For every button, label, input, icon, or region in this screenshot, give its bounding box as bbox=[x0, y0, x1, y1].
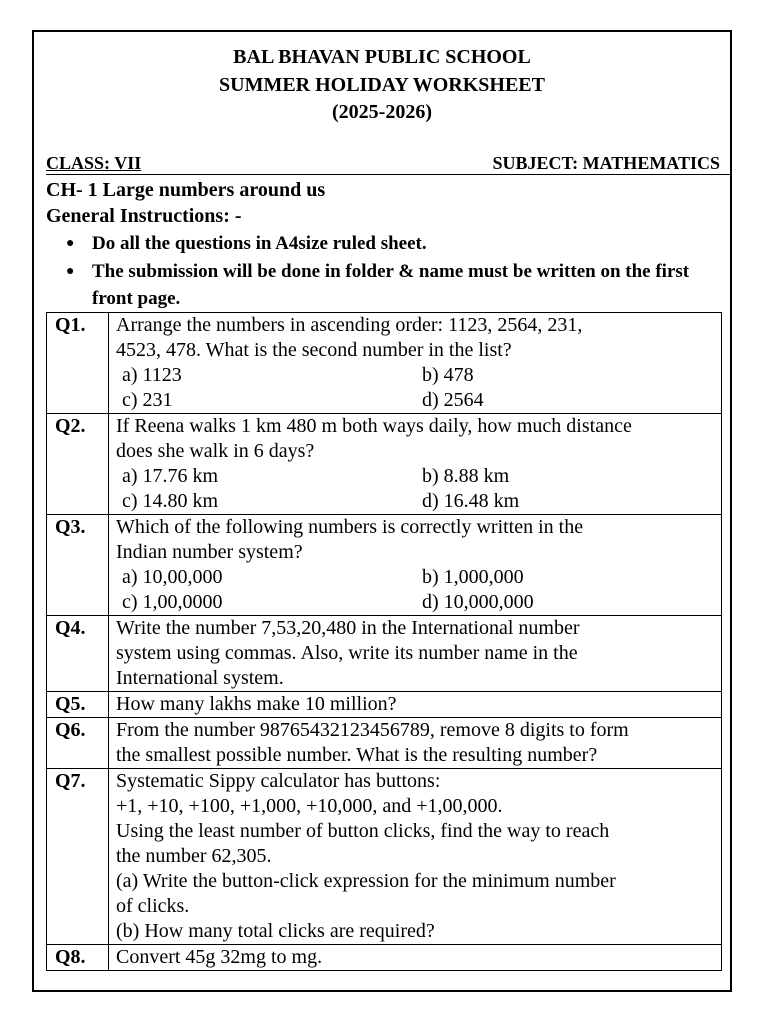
question-row bbox=[47, 718, 722, 769]
bullet-icon: ● bbox=[66, 236, 75, 251]
question-number: Q2. bbox=[47, 414, 109, 515]
option: d) 2564 bbox=[422, 389, 484, 411]
instruction-item: ● The submission will be done in folder & name must be written on the first front page. bbox=[62, 258, 722, 312]
question-row bbox=[47, 769, 722, 945]
option: b) 1,000,000 bbox=[422, 566, 524, 588]
question-text: Which of the following numbers is correctly written in the Indian number system? a) 10,00,000 b) 1,000,000 c) 1,00,0000 d) 10,000,000 bbox=[109, 515, 722, 616]
option: b) 8.88 km bbox=[422, 465, 510, 487]
option: a) 1123 bbox=[122, 364, 182, 386]
question-number: Q3. bbox=[47, 515, 109, 616]
instructions-heading: General Instructions: - bbox=[46, 205, 242, 227]
session-year: (2025-2026) bbox=[332, 101, 432, 123]
class-label: CLASS: VII bbox=[46, 153, 142, 173]
question-number: Q7. bbox=[47, 769, 109, 945]
option: a) 17.76 km bbox=[122, 465, 219, 487]
question-options bbox=[116, 363, 715, 413]
option: d) 16.48 km bbox=[422, 490, 520, 512]
question-row bbox=[47, 414, 722, 515]
question-row bbox=[47, 616, 722, 692]
question-text: Write the number 7,53,20,480 in the International number system using commas. Also, write its number name in the International system. bbox=[109, 616, 722, 692]
option: c) 1,00,0000 bbox=[122, 591, 223, 613]
question-options bbox=[116, 464, 715, 514]
option: c) 231 bbox=[122, 389, 173, 411]
option: a) 10,00,000 bbox=[122, 566, 223, 588]
instruction-item: ● Do all the questions in A4size ruled sheet. bbox=[62, 230, 722, 257]
option: c) 14.80 km bbox=[122, 490, 219, 512]
chapter-title: CH- 1 Large numbers around us bbox=[46, 179, 326, 201]
question-number: Q1. bbox=[47, 313, 109, 414]
question-number: Q8. bbox=[47, 945, 109, 971]
questions-table bbox=[46, 312, 722, 971]
bullet-icon: ● bbox=[66, 264, 75, 279]
question-options bbox=[116, 565, 715, 615]
question-text: Arrange the numbers in ascending order: 1123, 2564, 231, 4523, 478. What is the second number in the list? a) 1123 b) 478 c) 231 d) 2564 bbox=[109, 313, 722, 414]
question-text: Convert 45g 32mg to mg. bbox=[109, 945, 722, 971]
question-row bbox=[47, 313, 722, 414]
option: b) 478 bbox=[422, 364, 474, 386]
school-name: BAL BHAVAN PUBLIC SCHOOL bbox=[233, 46, 531, 68]
question-number: Q6. bbox=[47, 718, 109, 769]
question-row bbox=[47, 692, 722, 718]
question-number: Q5. bbox=[47, 692, 109, 718]
question-text: How many lakhs make 10 million? bbox=[109, 692, 722, 718]
class-subject-row bbox=[46, 152, 732, 175]
question-text: From the number 98765432123456789, remove 8 digits to form the smallest possible number. What is the resulting number? bbox=[109, 718, 722, 769]
option: d) 10,000,000 bbox=[422, 591, 534, 613]
question-text: If Reena walks 1 km 480 m both ways daily, how much distance does she walk in 6 days? a) 17.76 km b) 8.88 km c) 14.80 km d) 16.48 km bbox=[109, 414, 722, 515]
question-text: Systematic Sippy calculator has buttons: +1, +10, +100, +1,000, +10,000, and +1,00,000. Using the least number of button clicks, find the way to reach the number 62,305. (a) Write the button-click expression for the minimum number of clicks. (b) How many total clicks are required? bbox=[109, 769, 722, 945]
question-row bbox=[47, 515, 722, 616]
subject-label: SUBJECT: MATHEMATICS bbox=[492, 153, 720, 173]
question-number: Q4. bbox=[47, 616, 109, 692]
question-row bbox=[47, 945, 722, 971]
worksheet-title: SUMMER HOLIDAY WORKSHEET bbox=[219, 74, 545, 96]
